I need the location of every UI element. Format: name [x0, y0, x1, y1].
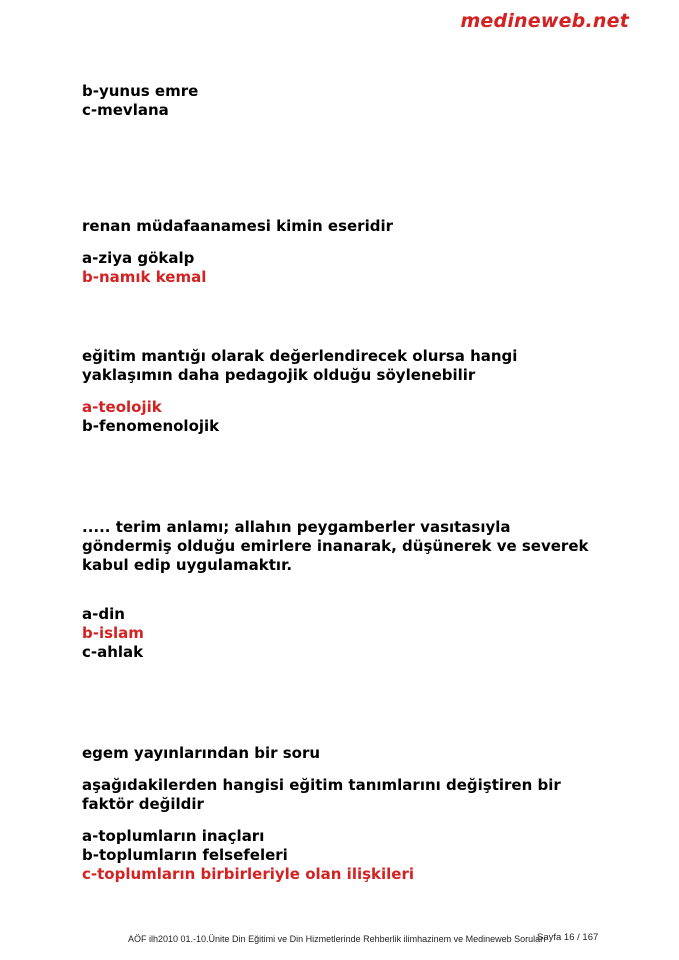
- document-body: [82, 82, 622, 884]
- option-q1-a: a-ziya gökalp: [82, 249, 195, 267]
- option-q3-c: c-ahlak: [82, 643, 144, 661]
- option-q1-b-correct: b-namık kemal: [82, 268, 207, 286]
- question-3-line-1: ..... terim anlamı; allahın peygamberler vasıtasıyla: [82, 518, 511, 536]
- option-q4-b: b-toplumların felsefeleri: [82, 846, 288, 864]
- option-q4-a: a-toplumların inaçları: [82, 827, 265, 845]
- question-3-line-2: göndermiş olduğu emirlere inanarak, düşünerek ve severek: [82, 537, 589, 555]
- site-watermark: medineweb.net: [460, 10, 629, 32]
- option-q0-b: b-yunus emre: [82, 82, 199, 100]
- question-4: [82, 744, 622, 884]
- page-number: Sayfa 16 / 167: [537, 932, 599, 943]
- question-3: [82, 518, 622, 662]
- question-2: [82, 347, 622, 436]
- option-q4-c-correct: c-toplumların birbirleriyle olan ilişkileri: [82, 865, 414, 883]
- question-2-line-2: yaklaşımın daha pedagojik olduğu söylenebilir: [82, 366, 476, 384]
- page-footer: AÖF ilh2010 01.-10.Ünite Din Eğitimi ve Din Hizmetlerinde Rehberlik ilimhazinem ve Medineweb Soruları: [128, 934, 546, 944]
- question-4-line-1: aşağıdakilerden hangisi eğitim tanımlarını değiştiren bir: [82, 776, 561, 794]
- option-q2-b: b-fenomenolojik: [82, 417, 220, 435]
- option-q3-b-correct: b-islam: [82, 624, 144, 642]
- option-q3-a: a-din: [82, 605, 125, 623]
- question-2-line-1: eğitim mantığı olarak değerlendirecek olursa hangi: [82, 347, 518, 365]
- question-4-intro: egem yayınlarından bir soru: [82, 744, 321, 762]
- question-4-line-2: faktör değildir: [82, 795, 204, 813]
- question-3-line-3: kabul edip uygulamaktır.: [82, 556, 293, 574]
- question-0-options: [82, 82, 622, 120]
- question-1: [82, 217, 622, 287]
- question-1-text: renan müdafaanamesi kimin eseridir: [82, 217, 393, 235]
- option-q0-c: c-mevlana: [82, 101, 169, 119]
- option-q2-a-correct: a-teolojik: [82, 398, 162, 416]
